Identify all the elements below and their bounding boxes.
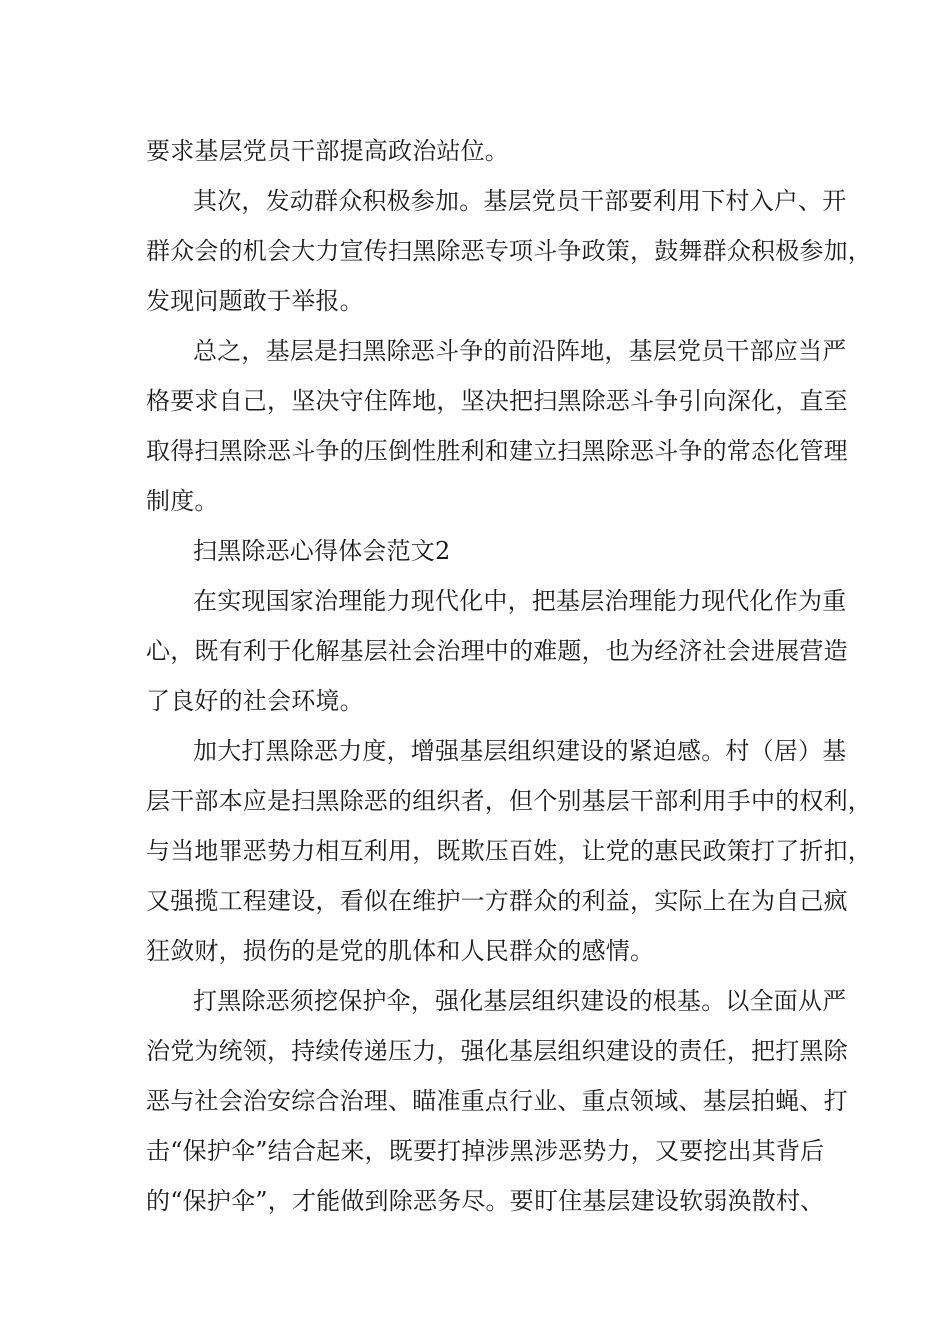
text-line: 狂敛财，损伤的是党的肌体和人民群众的感情。 [146,937,655,965]
text-line: 恶与社会治安综合治理、瞄准重点行业、重点领域、基层拍蝇、打 [146,1087,848,1115]
text-line: 又强揽工程建设，看似在维护一方群众的利益，实际上在为自己疯 [146,887,848,915]
text-line: 取得扫黑除恶斗争的压倒性胜利和建立扫黑除恶斗争的常态化管理 [146,437,848,465]
text-line: 发现问题敢于举报。 [146,287,364,315]
paragraph-start-line: 在实现国家治理能力现代化中，把基层治理能力现代化作为重 [193,587,847,615]
paragraph-start-line: 加大打黑除恶力度，增强基层组织建设的紧迫感。村（居）基 [193,737,847,765]
text-line: 了良好的社会环境。 [146,687,364,715]
text-line: 格要求自己，坚决守住阵地，坚决把扫黑除恶斗争引向深化，直至 [146,387,848,415]
paragraph-start-line: 打黑除恶须挖保护伞，强化基层组织建设的根基。以全面从严 [193,987,847,1015]
text-line: 群众会的机会大力宣传扫黑除恶专项斗争政策，鼓舞群众积极参加， [146,237,872,265]
text-line: 制度。 [146,487,219,515]
text-line: 与当地罪恶势力相互利用，既欺压百姓，让党的惠民政策打了折扣， [146,837,872,865]
section-heading: 扫黑除恶心得体会范文2 [193,537,451,565]
text-line: 要求基层党员干部提高政治站位。 [146,137,509,165]
text-line: 治党为统领，持续传递压力，强化基层组织建设的责任，把打黑除 [146,1037,848,1065]
text-line: 心，既有利于化解基层社会治理中的难题，也为经济社会进展营造 [146,637,848,665]
text-line: 击“保护伞”结合起来，既要打掉涉黑涉恶势力，又要挖出其背后 [146,1137,825,1165]
paragraph-start-line: 总之，基层是扫黑除恶斗争的前沿阵地，基层党员干部应当严 [193,337,847,365]
text-line: 层干部本应是扫黑除恶的组织者，但个别基层干部利用手中的权利， [146,787,872,815]
paragraph-start-line: 其次，发动群众积极参加。基层党员干部要利用下村入户、开 [193,187,847,215]
text-line: 的“保护伞”，才能做到除恶务尽。要盯住基层建设软弱涣散村、 [146,1187,825,1215]
